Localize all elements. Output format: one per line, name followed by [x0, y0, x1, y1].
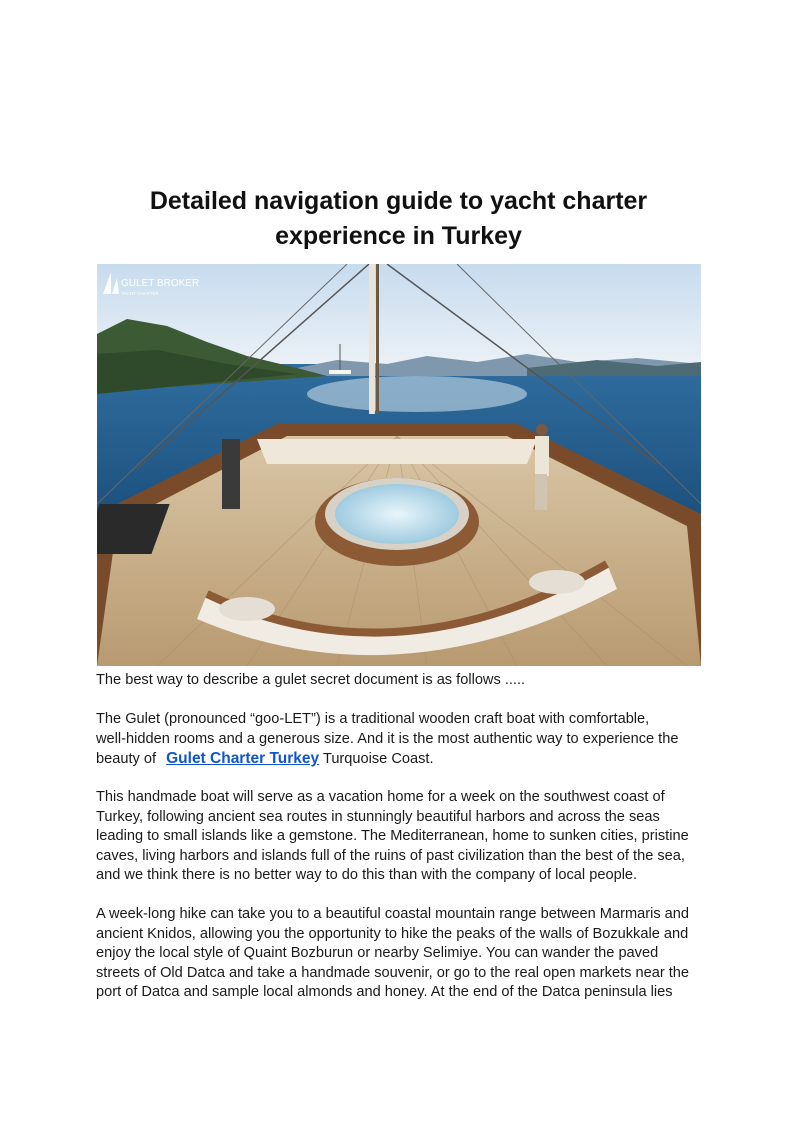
p2-line-1: The Gulet (pronounced “goo-LET”) is a traditional wooden craft boat with comfortable,: [96, 711, 650, 727]
title-line-2: experience in Turkey: [275, 222, 522, 250]
p4-line-2: ancient Knidos, allowing you the opportunity to hike the peaks of the walls of Bozukkale and: [96, 925, 689, 942]
p2-line-3: [96, 749, 708, 770]
p4-line-4: streets of Old Datca and take a handmade souvenir, or go to the real open markets near the: [96, 964, 690, 981]
page-title: [96, 184, 701, 254]
gulet-deck-photo: [97, 264, 701, 666]
p2-line-3-prefix: beauty of: [96, 751, 157, 768]
p2-line-2: well-hidden rooms and a generous size. And it is the most authentic way to experience the: [96, 730, 679, 747]
intro-paragraph: [96, 671, 708, 691]
p4-line-5: port of Datca and sample local almonds and honey. At the end of the Datca peninsula lies: [96, 984, 673, 1001]
gulet-charter-turkey-link[interactable]: Gulet Charter Turkey: [166, 750, 320, 768]
p3-line-4: caves, living harbors and islands full of the ruins of past civilization than the best of the sea,: [96, 847, 685, 864]
p3-line-3: leading to small islands like a gemstone. The Mediterranean, home to sunken cities, pristine: [96, 828, 689, 845]
handmade-boat-paragraph: [96, 788, 708, 886]
intro-text: The best way to describe a gulet secret document is as follows .....: [96, 672, 526, 688]
gulet-description-paragraph: [96, 710, 708, 770]
hike-paragraph: [96, 905, 708, 1003]
p2-line-3-suffix: Turquoise Coast.: [319, 751, 434, 768]
p3-line-2: Turkey, following ancient sea routes in stunningly beautiful harbors and across the seas: [96, 808, 660, 825]
logo-text: GULET BROKER: [121, 278, 200, 289]
title-line-1: Detailed navigation guide to yacht charter: [149, 187, 648, 215]
p3-line-5: and we think there is no better way to do this than with the company of local people.: [96, 867, 638, 884]
p3-line-1: This handmade boat will serve as a vacation home for a week on the southwest coast of: [96, 789, 665, 805]
p4-line-3: enjoy the local style of Quaint Bozburun or nearby Selimiye. You can wander the paved: [96, 945, 659, 962]
p4-line-1: A week-long hike can take you to a beautiful coastal mountain range between Marmaris and: [96, 906, 690, 922]
logo-tagline: YACHT CHARTER: [121, 291, 159, 296]
